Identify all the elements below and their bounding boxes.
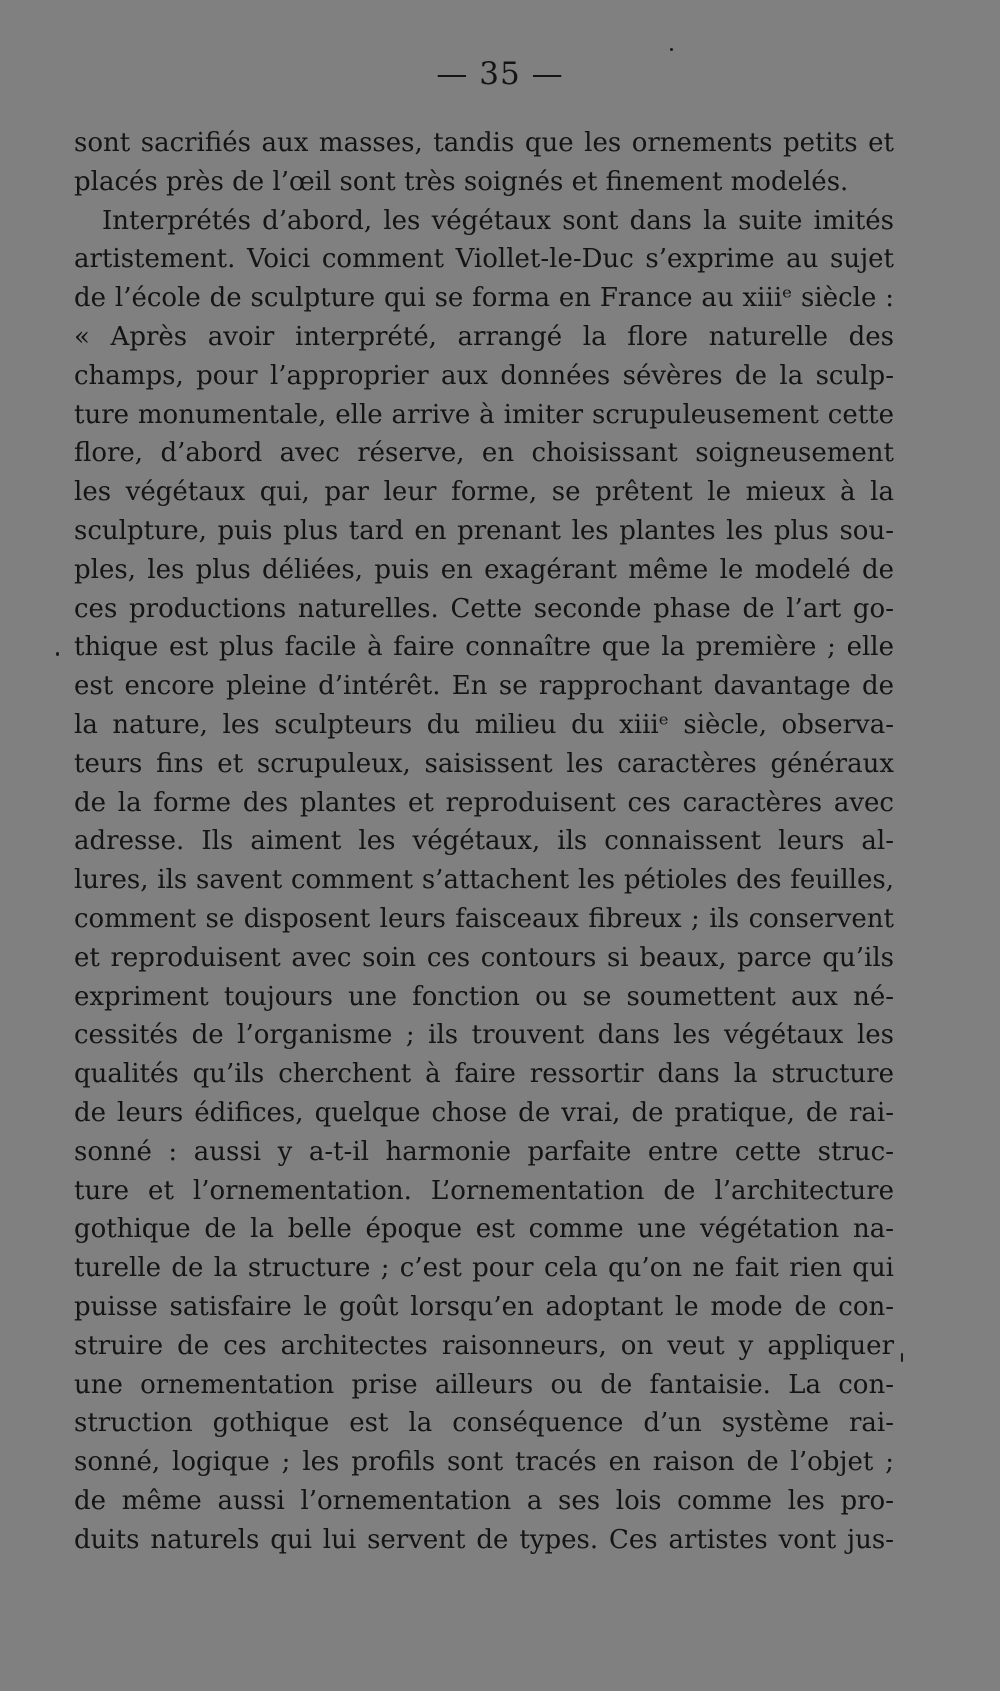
text-line: ces productions naturelles. Cette seconde phase de l’art go-	[74, 593, 894, 624]
text-line: Interprétés d’abord, les végétaux sont dans la suite imités	[102, 205, 894, 236]
text-line: artistement. Voici comment Viollet-le-Duc s’exprime au sujet	[74, 244, 894, 275]
text-line: turelle de la structure ; c’est pour cela qu’on ne fait rien qui	[74, 1253, 894, 1284]
text-line: et reproduisent avec soin ces contours si beaux, parce qu’ils	[74, 942, 894, 973]
page-number: — 35 —	[436, 56, 564, 92]
text-line: thique est plus facile à faire connaître que la première ; elle	[74, 632, 894, 663]
scan-speck	[670, 48, 673, 51]
text-line: ples, les plus déliées, puis en exagérant même le modelé de	[74, 554, 894, 585]
text-line: placés près de l’œil sont très soignés et finement modelés.	[74, 166, 849, 197]
text-line: adresse. Ils aiment les végétaux, ils connaissent leurs al-	[74, 826, 894, 857]
text-line: duits naturels qui lui servent de types. Ces artistes vont jus-	[74, 1524, 894, 1555]
text-line: les végétaux qui, par leur forme, se prêtent le mieux à la	[74, 477, 894, 508]
text-line: est encore pleine d’intérêt. En se rapprochant davantage de	[74, 671, 894, 702]
text-line: ture monumentale, elle arrive à imiter scrupuleusement cette	[74, 399, 894, 430]
text-line: qualités qu’ils cherchent à faire ressortir dans la structure	[74, 1059, 894, 1090]
text-line: champs, pour l’approprier aux données sévères de la sculp-	[74, 360, 894, 391]
text-line: lures, ils savent comment s’attachent les pétioles des feuilles,	[74, 865, 894, 896]
text-line: sont sacrifiés aux masses, tandis que les ornements petits et	[74, 128, 894, 158]
text-line: struire de ces architectes raisonneurs, on veut y appliquer	[74, 1330, 894, 1361]
text-line: la nature, les sculpteurs du milieu du xiiiᵉ siècle, observa-	[74, 709, 894, 740]
text-line: comment se disposent leurs faisceaux fibreux ; ils conservent	[74, 903, 894, 934]
text-line: sonné, logique ; les profils sont tracés en raison de l’objet ;	[74, 1447, 894, 1478]
text-line: gothique de la belle époque est comme une végétation na-	[74, 1214, 894, 1245]
text-line: teurs fins et scrupuleux, saisissent les caractères généraux	[74, 748, 894, 779]
text-line: cessités de l’organisme ; ils trouvent dans les végétaux les	[74, 1020, 894, 1051]
text-line: une ornementation prise ailleurs ou de fantaisie. La con-	[74, 1369, 894, 1400]
text-line: struction gothique est la conséquence d’un système rai-	[74, 1408, 894, 1439]
text-line: de l’école de sculpture qui se forma en France au xiiiᵉ siècle :	[74, 283, 894, 314]
scan-speck	[56, 652, 59, 656]
scan-speck	[901, 1353, 903, 1362]
text-line: de la forme des plantes et reproduisent ces caractères avec	[74, 787, 894, 818]
text-line: expriment toujours une fonction ou se soumettent aux né-	[74, 981, 894, 1012]
text-line: flore, d’abord avec réserve, en choisissant soigneusement	[74, 438, 894, 469]
body-text	[74, 124, 894, 1559]
text-line: « Après avoir interprété, arrangé la flore naturelle des	[74, 321, 894, 352]
text-line: puisse satisfaire le goût lorsqu’en adoptant le mode de con-	[74, 1291, 894, 1322]
text-line: de même aussi l’ornementation a ses lois comme les pro-	[74, 1485, 894, 1516]
text-line: ture et l’ornementation. L’ornementation de l’architecture	[74, 1175, 894, 1206]
text-line: sculpture, puis plus tard en prenant les plantes les plus sou-	[74, 515, 894, 546]
text-line: sonné : aussi y a-t-il harmonie parfaite entre cette struc-	[74, 1136, 894, 1167]
text-line: de leurs édifices, quelque chose de vrai, de pratique, de rai-	[74, 1097, 894, 1128]
